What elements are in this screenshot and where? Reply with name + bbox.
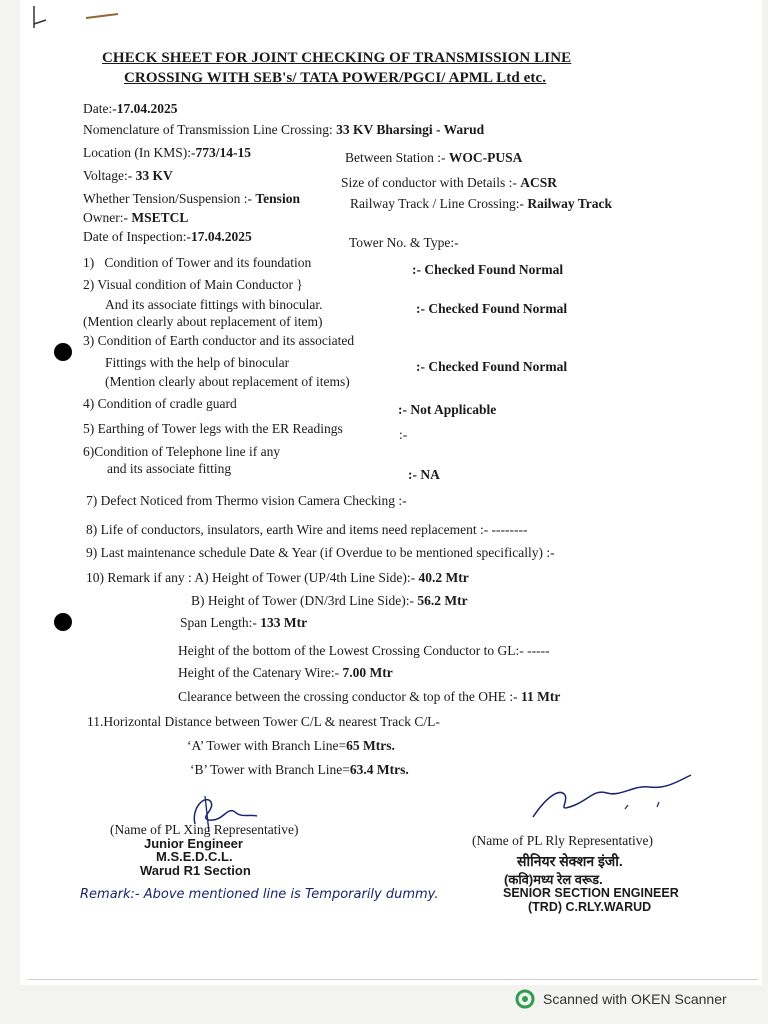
item-11-tower-b: ‘B’ Tower with Branch Line=63.4 Mtrs.	[190, 762, 409, 777]
punch-hole-dot	[54, 613, 72, 631]
oken-scanner-logo-icon	[515, 989, 535, 1009]
right-signature-scribble	[525, 765, 715, 825]
right-signature-caption: (Name of PL Rly Representative)	[472, 833, 653, 848]
right-stamp-line-2: (कवि)मध्य रेल वरूड.	[504, 872, 603, 887]
item-11-tower-a: ‘A’ Tower with Branch Line=65 Mtrs.	[187, 738, 395, 753]
scanner-footer-text: Scanned with OKEN Scanner	[543, 991, 727, 1007]
item-4-value: :- Not Applicable	[398, 402, 497, 417]
item-8-label: 8) Life of conductors, insulators, earth Wire and items need replacement :- --------	[86, 522, 528, 537]
title-line-1: CHECK SHEET FOR JOINT CHECKING OF TRANSMISSION LINE	[102, 50, 572, 66]
item-3-label-3: (Mention clearly about replacement of items)	[105, 374, 350, 389]
location-field: Location (In KMS):-773/14-15	[83, 145, 251, 160]
item-4-label: 4) Condition of cradle guard	[83, 396, 237, 411]
item-1-value: :- Checked Found Normal	[412, 262, 564, 277]
item-2-label-3: (Mention clearly about replacement of item)	[83, 314, 323, 329]
tower-type-field: Tower No. & Type:-	[349, 235, 459, 250]
item-3-label-1: 3) Condition of Earth conductor and its associated	[83, 333, 355, 348]
item-10-clearance: Clearance between the crossing conductor & top of the OHE :- 11 Mtr	[178, 689, 561, 704]
left-stamp-line-2: M.S.E.D.C.L.	[156, 849, 233, 864]
item-2-value: :- Checked Found Normal	[416, 301, 568, 316]
tension-field: Whether Tension/Suspension :- Tension	[83, 191, 300, 206]
item-10-lowest-conductor: Height of the bottom of the Lowest Crossing Conductor to GL:- -----	[178, 643, 550, 658]
item-5-value: :-	[399, 427, 408, 442]
scanner-footer	[515, 989, 727, 1009]
item-1-label: 1) Condition of Tower and its foundation	[83, 255, 312, 270]
left-stamp-line-1: Junior Engineer	[144, 836, 243, 851]
conductor-size-field: Size of conductor with Details :- ACSR	[341, 175, 557, 190]
item-7-label: 7) Defect Noticed from Thermo vision Camera Checking :-	[86, 493, 407, 508]
between-station-field: Between Station :- WOC-PUSA	[345, 150, 523, 165]
item-6-label-2: and its associate fitting	[107, 461, 232, 476]
title-line-2: CROSSING WITH SEB's/ TATA POWER/PGCI/ APML Ltd etc.	[124, 70, 547, 86]
item-2-label-1: 2) Visual condition of Main Conductor }	[83, 277, 303, 292]
item-10-span-length: Span Length:- 133 Mtr	[180, 615, 308, 630]
item-3-label-2: Fittings with the help of binocular	[105, 355, 290, 370]
owner-field: Owner:- MSETCL	[83, 210, 189, 225]
voltage-field: Voltage:- 33 KV	[83, 168, 173, 183]
document-page	[20, 0, 762, 985]
item-5-label: 5) Earthing of Tower legs with the ER Readings	[83, 421, 343, 436]
handwritten-remark: Remark:- Above mentioned line is Temporarily dummy.	[80, 887, 439, 902]
item-10-height-up: 10) Remark if any : A) Height of Tower (UP/4th Line Side):- 40.2 Mtr	[86, 570, 469, 585]
item-3-value: :- Checked Found Normal	[416, 359, 568, 374]
date-field: Date:-17.04.2025	[83, 101, 178, 116]
corner-scan-mark	[30, 2, 140, 32]
item-10-height-dn: B) Height of Tower (DN/3rd Line Side):- 56.2 Mtr	[191, 593, 468, 608]
left-stamp-line-3: Warud R1 Section	[140, 863, 251, 878]
right-stamp-line-4: (TRD) C.RLY.WARUD	[528, 900, 652, 914]
item-11-label: 11.Horizontal Distance between Tower C/L & nearest Track C/L-	[87, 714, 440, 729]
item-6-label-1: 6)Condition of Telephone line if any	[83, 444, 281, 459]
item-9-label: 9) Last maintenance schedule Date & Year (if Overdue to be mentioned specifically) :-	[86, 545, 555, 560]
punch-hole-dot	[54, 343, 72, 361]
nomenclature-field: Nomenclature of Transmission Line Crossing: 33 KV Bharsingi - Warud	[83, 122, 485, 137]
right-stamp-line-3: SENIOR SECTION ENGINEER	[503, 886, 679, 900]
right-stamp-line-1: सीनियर सेक्शन इंजी.	[517, 853, 623, 869]
item-2-label-2: And its associate fittings with binocular.	[105, 297, 323, 312]
item-6-value: :- NA	[408, 467, 440, 482]
inspection-date-field: Date of Inspection:-17.04.2025	[83, 229, 252, 244]
page-edge-divider	[28, 979, 758, 980]
item-10-catenary: Height of the Catenary Wire:- 7.00 Mtr	[178, 665, 393, 680]
left-signature-caption: (Name of PL Xing Representative)	[110, 822, 299, 837]
railway-crossing-field: Railway Track / Line Crossing:- Railway Track	[350, 196, 613, 211]
